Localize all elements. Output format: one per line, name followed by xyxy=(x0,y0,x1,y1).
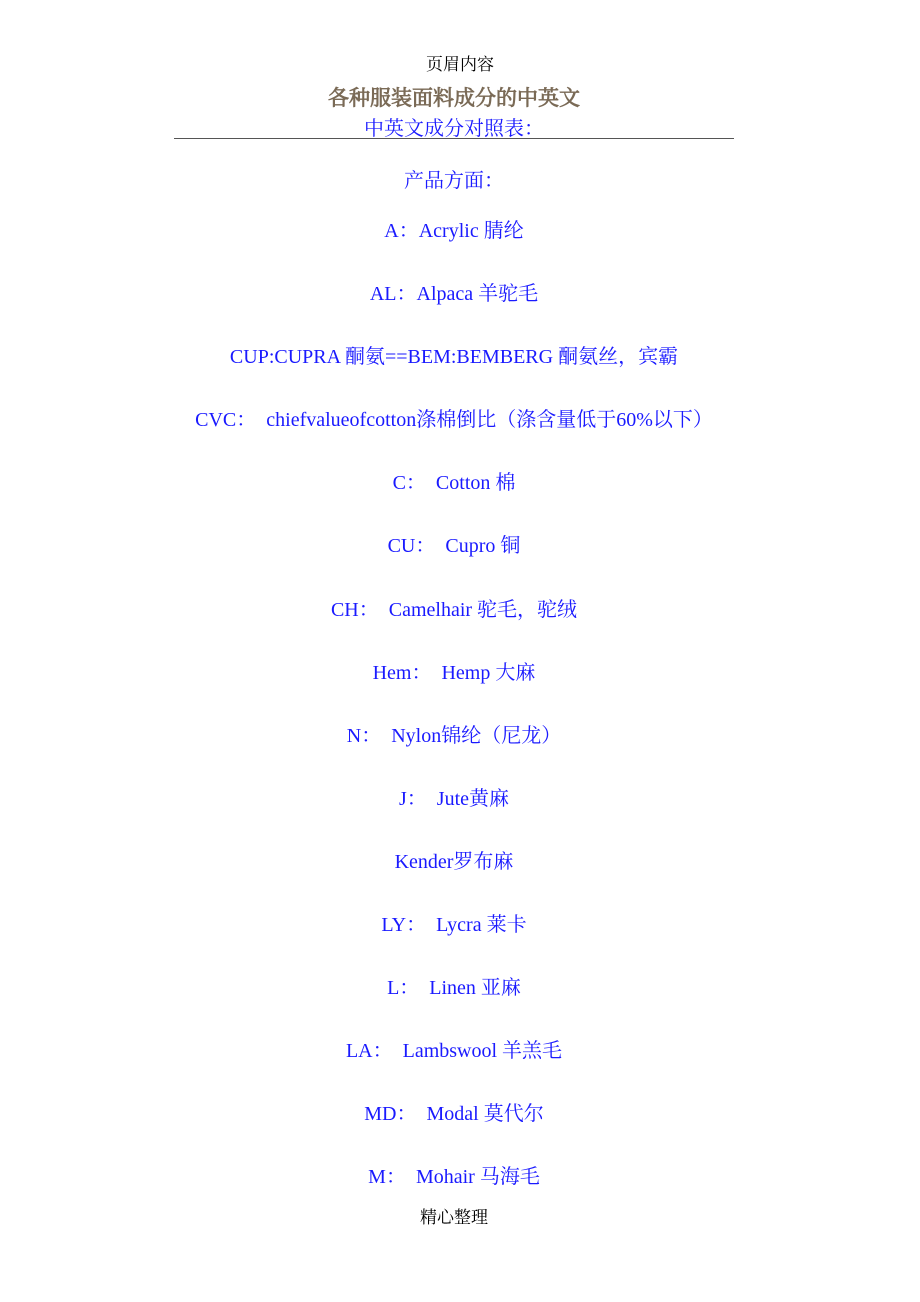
list-item: N： Nylon锦纶（尼龙） xyxy=(346,724,562,747)
list-item: CVC： chiefvalueofcotton涤棉倒比（涤含量低于60%以下） xyxy=(195,409,713,432)
list-item: M： Mohair 马海毛 xyxy=(368,1166,540,1189)
list-item: L： Linen 亚麻 xyxy=(387,977,521,1000)
list-item: CUP:CUPRA 酮氨==BEM:BEMBERG 酮氨丝，宾霸 xyxy=(229,346,679,369)
list-item: MD： Modal 莫代尔 xyxy=(364,1103,544,1126)
document-title: 各种服装面料成分的中英文 xyxy=(328,86,580,110)
fabric-term-list xyxy=(0,217,908,1227)
list-item: LY： Lycra 莱卡 xyxy=(381,914,527,937)
list-item: Hem： Hemp 大麻 xyxy=(372,661,536,684)
list-item: CH： Camelhair 驼毛，驼绒 xyxy=(330,598,578,621)
list-item: LA： Lambswool 羊羔毛 xyxy=(345,1040,563,1063)
list-item: CU： Cupro 铜 xyxy=(387,535,521,558)
list-item: C： Cotton 棉 xyxy=(392,472,516,495)
page-header: 页眉内容 xyxy=(426,55,494,74)
list-item: A：Acrylic 腈纶 xyxy=(384,220,524,242)
list-item: J： Jute黄麻 xyxy=(399,787,509,810)
section-heading: 产品方面： xyxy=(404,170,504,192)
document-subtitle: 中英文成分对照表： xyxy=(364,118,544,140)
list-item: Kender罗布麻 xyxy=(394,850,514,873)
header-divider xyxy=(174,138,734,139)
list-item: AL：Alpaca 羊驼毛 xyxy=(369,283,539,306)
page-footer: 精心整理 xyxy=(420,1208,488,1227)
